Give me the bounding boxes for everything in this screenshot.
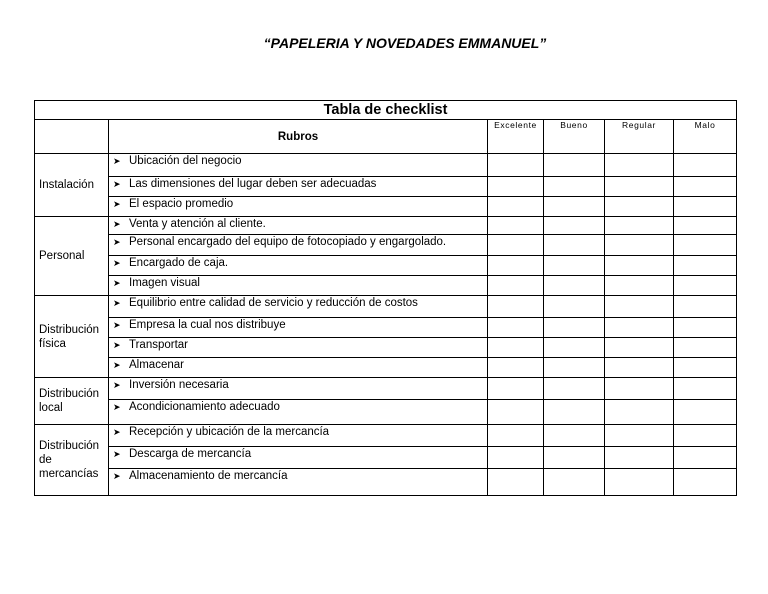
rating-cell-malo[interactable] — [674, 296, 737, 318]
table-row — [35, 425, 737, 447]
rating-cell-excelente[interactable] — [488, 177, 544, 197]
checklist-item — [109, 318, 488, 338]
checklist-item — [109, 276, 488, 296]
arrow-bullet-icon: ➤ — [113, 360, 121, 370]
checklist-table — [34, 100, 737, 496]
checklist-item — [109, 358, 488, 378]
checklist-item — [109, 378, 488, 400]
rating-header-malo: Malo — [674, 120, 737, 154]
rating-cell-malo[interactable] — [674, 276, 737, 296]
rating-cell-bueno[interactable] — [544, 296, 605, 318]
rating-cell-bueno[interactable] — [544, 318, 605, 338]
rating-cell-regular[interactable] — [605, 177, 674, 197]
arrow-bullet-icon: ➤ — [113, 340, 121, 350]
checklist-item — [109, 469, 488, 496]
checklist-item-text: Personal encargado del equipo de fotocopiado y engargolado. — [129, 236, 447, 248]
category-label: Distribución física — [35, 296, 109, 378]
rating-cell-bueno[interactable] — [544, 197, 605, 217]
arrow-bullet-icon: ➤ — [113, 298, 121, 308]
rating-cell-regular[interactable] — [605, 425, 674, 447]
rating-cell-regular[interactable] — [605, 400, 674, 425]
arrow-bullet-icon: ➤ — [113, 427, 121, 437]
rating-cell-regular[interactable] — [605, 447, 674, 469]
rating-cell-excelente[interactable] — [488, 197, 544, 217]
table-row — [35, 217, 737, 235]
rating-cell-regular[interactable] — [605, 197, 674, 217]
rating-cell-excelente[interactable] — [488, 235, 544, 256]
rating-cell-bueno[interactable] — [544, 177, 605, 197]
rating-cell-regular[interactable] — [605, 235, 674, 256]
rating-cell-regular[interactable] — [605, 338, 674, 358]
rating-cell-excelente[interactable] — [488, 296, 544, 318]
rating-cell-excelente[interactable] — [488, 217, 544, 235]
table-row — [35, 378, 737, 400]
rubros-header: Rubros — [109, 120, 488, 154]
table-row — [35, 197, 737, 217]
rating-cell-excelente[interactable] — [488, 338, 544, 358]
rating-cell-malo[interactable] — [674, 469, 737, 496]
rating-cell-malo[interactable] — [674, 256, 737, 276]
table-row — [35, 338, 737, 358]
checklist-item-text: Venta y atención al cliente. — [129, 218, 266, 230]
table-row — [35, 447, 737, 469]
empty-header-cell — [35, 120, 109, 154]
checklist-item-text: Descarga de mercancía — [129, 448, 252, 460]
rating-header-excelente: Excelente — [488, 120, 544, 154]
category-label: Distribución de mercancías — [35, 425, 109, 496]
rating-cell-malo[interactable] — [674, 197, 737, 217]
arrow-bullet-icon: ➤ — [113, 402, 121, 412]
table-row — [35, 469, 737, 496]
rating-cell-regular[interactable] — [605, 217, 674, 235]
arrow-bullet-icon: ➤ — [113, 219, 121, 229]
rating-cell-excelente[interactable] — [488, 447, 544, 469]
rating-cell-excelente[interactable] — [488, 256, 544, 276]
rating-cell-bueno[interactable] — [544, 358, 605, 378]
rating-cell-bueno[interactable] — [544, 338, 605, 358]
rating-cell-regular[interactable] — [605, 378, 674, 400]
arrow-bullet-icon: ➤ — [113, 199, 121, 209]
table-row — [35, 400, 737, 425]
checklist-item — [109, 177, 488, 197]
arrow-bullet-icon: ➤ — [113, 320, 121, 330]
rating-cell-bueno[interactable] — [544, 256, 605, 276]
category-label: Instalación — [35, 154, 109, 217]
checklist-item — [109, 338, 488, 358]
checklist-item — [109, 197, 488, 217]
rating-cell-regular[interactable] — [605, 469, 674, 496]
rating-cell-bueno[interactable] — [544, 154, 605, 177]
rating-cell-regular[interactable] — [605, 358, 674, 378]
rating-cell-excelente[interactable] — [488, 358, 544, 378]
rating-cell-excelente[interactable] — [488, 400, 544, 425]
arrow-bullet-icon: ➤ — [113, 258, 121, 268]
checklist-item-text: Ubicación del negocio — [129, 155, 242, 167]
checklist-item-text: Almacenamiento de mercancía — [129, 470, 288, 482]
rating-cell-bueno[interactable] — [544, 378, 605, 400]
checklist-item — [109, 154, 488, 177]
rating-cell-malo[interactable] — [674, 338, 737, 358]
table-row — [35, 235, 737, 256]
table-row — [35, 276, 737, 296]
rating-cell-bueno[interactable] — [544, 400, 605, 425]
checklist-item-text: Imagen visual — [129, 277, 200, 289]
rating-cell-malo[interactable] — [674, 425, 737, 447]
checklist-item-text: El espacio promedio — [129, 198, 234, 210]
rating-cell-bueno[interactable] — [544, 469, 605, 496]
rating-cell-regular[interactable] — [605, 256, 674, 276]
category-label: Personal — [35, 217, 109, 296]
table-row — [35, 177, 737, 197]
header-row — [35, 120, 737, 154]
checklist-item-text: Inversión necesaria — [129, 379, 229, 391]
rating-cell-excelente[interactable] — [488, 318, 544, 338]
checklist-item — [109, 296, 488, 318]
checklist-item — [109, 217, 488, 235]
rating-header-regular: Regular — [605, 120, 674, 154]
arrow-bullet-icon: ➤ — [113, 237, 121, 247]
rating-cell-malo[interactable] — [674, 358, 737, 378]
rating-cell-malo[interactable] — [674, 400, 737, 425]
rating-cell-malo[interactable] — [674, 318, 737, 338]
rating-cell-regular[interactable] — [605, 318, 674, 338]
checklist-item-text: Empresa la cual nos distribuye — [129, 319, 286, 331]
rating-cell-bueno[interactable] — [544, 425, 605, 447]
rating-cell-regular[interactable] — [605, 276, 674, 296]
rating-cell-malo[interactable] — [674, 447, 737, 469]
checklist-item-text: Almacenar — [129, 359, 184, 371]
rating-cell-excelente[interactable] — [488, 469, 544, 496]
checklist-item-text: Las dimensiones del lugar deben ser adecuadas — [129, 178, 377, 190]
table-row — [35, 154, 737, 177]
rating-cell-bueno[interactable] — [544, 235, 605, 256]
rating-cell-excelente[interactable] — [488, 154, 544, 177]
table-row — [35, 296, 737, 318]
checklist-item — [109, 425, 488, 447]
arrow-bullet-icon: ➤ — [113, 449, 121, 459]
table-row — [35, 256, 737, 276]
document-title: “PAPELERIA Y NOVEDADES EMMANUEL” — [263, 35, 547, 51]
rating-cell-malo[interactable] — [674, 378, 737, 400]
arrow-bullet-icon: ➤ — [113, 179, 121, 189]
arrow-bullet-icon: ➤ — [113, 471, 121, 481]
checklist-item — [109, 400, 488, 425]
arrow-bullet-icon: ➤ — [113, 278, 121, 288]
rating-cell-regular[interactable] — [605, 296, 674, 318]
checklist-item-text: Acondicionamiento adecuado — [129, 401, 280, 413]
checklist-item-text: Encargado de caja. — [129, 257, 229, 269]
rating-cell-bueno[interactable] — [544, 217, 605, 235]
rating-cell-bueno[interactable] — [544, 447, 605, 469]
checklist-item — [109, 447, 488, 469]
rating-header-bueno: Bueno — [544, 120, 605, 154]
rating-cell-malo[interactable] — [674, 154, 737, 177]
checklist-item — [109, 235, 488, 256]
checklist-item-text: Equilibrio entre calidad de servicio y reducción de costos — [129, 297, 418, 309]
checklist-item — [109, 256, 488, 276]
category-label: Distribución local — [35, 378, 109, 425]
rating-cell-malo[interactable] — [674, 217, 737, 235]
table-title: Tabla de checklist — [35, 101, 737, 120]
rating-cell-bueno[interactable] — [544, 276, 605, 296]
arrow-bullet-icon: ➤ — [113, 156, 121, 166]
rating-cell-malo[interactable] — [674, 177, 737, 197]
checklist-item-text: Transportar — [129, 339, 189, 351]
rating-cell-excelente[interactable] — [488, 378, 544, 400]
checklist-item-text: Recepción y ubicación de la mercancía — [129, 426, 330, 438]
table-row — [35, 318, 737, 338]
rating-cell-excelente[interactable] — [488, 276, 544, 296]
table-row — [35, 358, 737, 378]
rating-cell-malo[interactable] — [674, 235, 737, 256]
rating-cell-excelente[interactable] — [488, 425, 544, 447]
arrow-bullet-icon: ➤ — [113, 380, 121, 390]
rating-cell-regular[interactable] — [605, 154, 674, 177]
